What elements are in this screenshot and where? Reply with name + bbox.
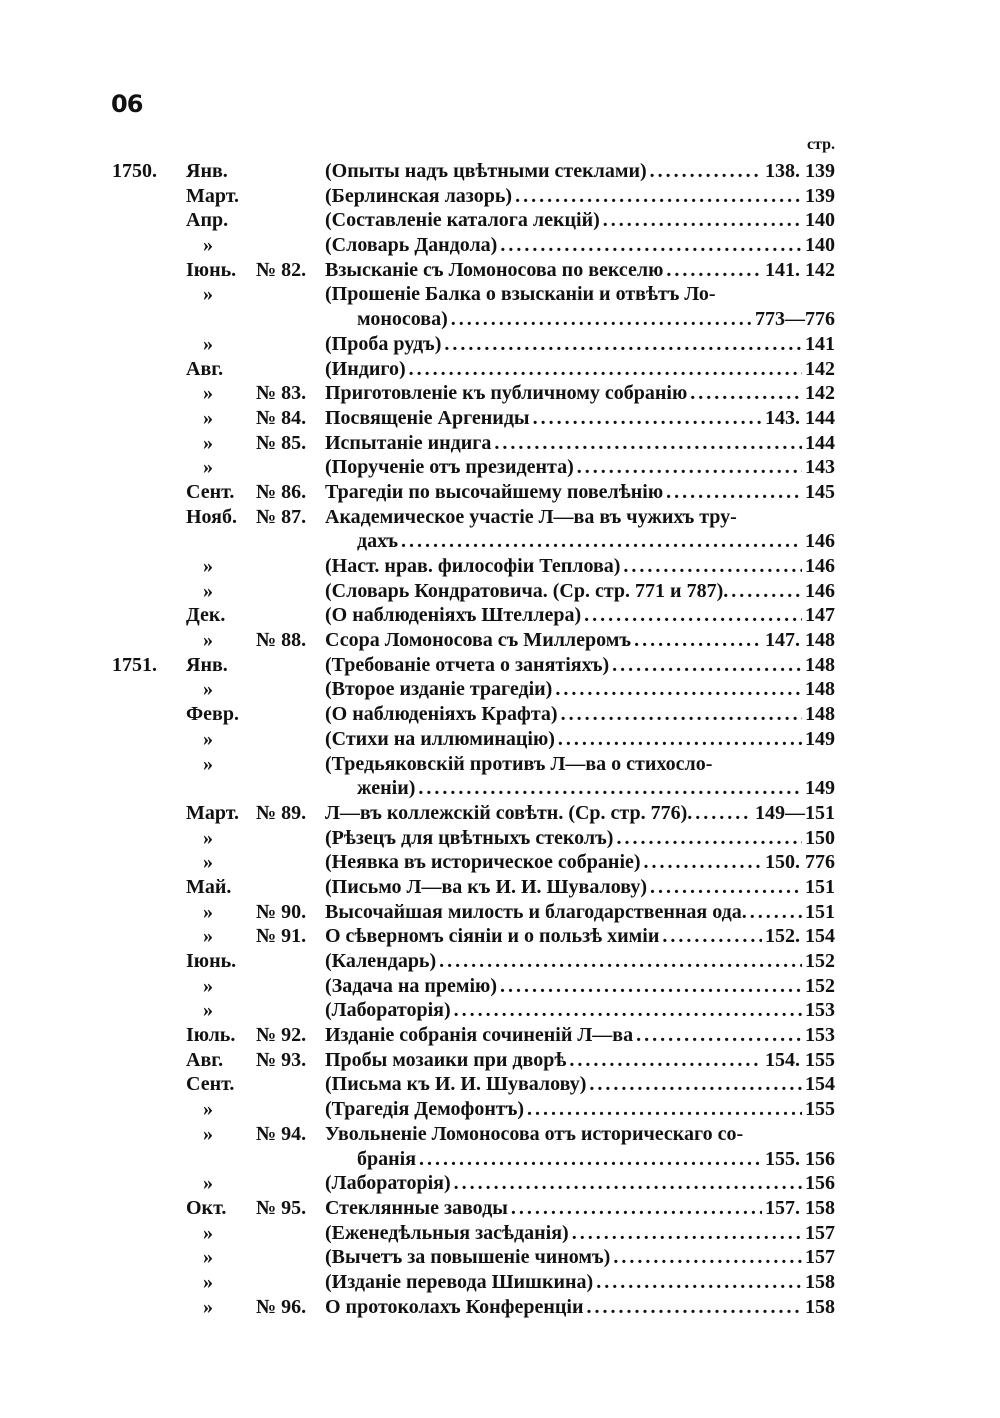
entry-line — [325, 628, 835, 653]
month-cell: Сент. — [186, 480, 235, 503]
entry-line — [325, 406, 835, 431]
entry-title: (Словарь Дандола) — [325, 234, 498, 257]
document-number-cell: № 96. — [256, 1295, 307, 1318]
entry-line — [325, 702, 835, 727]
page-reference: 152 — [805, 950, 835, 972]
dot-leader — [409, 357, 802, 382]
entry-line — [325, 752, 835, 777]
document-number-cell: № 88. — [256, 629, 307, 652]
entry-title: (Тредьяковскій противъ Л—ва о стихосло- — [325, 752, 713, 775]
month-cell: » — [203, 234, 213, 257]
page-reference: 157 — [805, 1246, 835, 1269]
page-reference: 148 — [805, 703, 835, 726]
dot-leader — [623, 554, 802, 579]
page-reference: 140 — [805, 209, 835, 232]
year-cell: 1750. — [112, 160, 157, 182]
dot-leader — [584, 603, 802, 628]
entry-title: (Наст. нрав. философіи Теплова) — [325, 555, 621, 577]
index-row — [0, 924, 1000, 949]
entry-title: (Стихи на иллюминацію) — [325, 727, 555, 750]
entry-line — [325, 159, 835, 184]
month-cell: » — [203, 629, 213, 652]
dot-leader — [644, 850, 762, 875]
month-cell: Авг. — [186, 357, 224, 380]
index-row — [0, 875, 1000, 900]
dot-leader — [634, 628, 762, 653]
entry-title: (О наблюденіяхъ Крафта) — [325, 703, 558, 726]
entry-title: Изданіе собранія сочиненій Л—ва — [325, 1024, 634, 1047]
dot-leader — [662, 924, 762, 949]
month-cell: » — [203, 925, 213, 948]
index-row — [0, 258, 1000, 283]
dot-leader — [666, 480, 802, 505]
entry-title: моносова) — [357, 308, 448, 331]
dot-leader — [418, 776, 802, 801]
index-row — [0, 1072, 1000, 1097]
page-reference: 146 — [805, 555, 835, 577]
entry-line — [357, 776, 835, 801]
month-cell: » — [203, 382, 213, 405]
page-reference: 148 — [805, 678, 835, 701]
entry-title: (Неявка въ историческое собраніе) — [325, 851, 641, 874]
index-row — [0, 282, 1000, 307]
index-row — [0, 727, 1000, 752]
month-cell: » — [203, 1246, 213, 1269]
month-cell: » — [203, 1122, 213, 1145]
dot-leader — [444, 332, 802, 357]
index-row — [0, 1196, 1000, 1221]
index-row — [0, 1245, 1000, 1270]
index-row — [0, 677, 1000, 702]
index-row — [0, 1171, 1000, 1196]
index-row — [0, 603, 1000, 628]
month-cell: Сент. — [186, 1073, 235, 1096]
dot-leader — [527, 1097, 802, 1122]
page-reference: 158 — [805, 1295, 835, 1318]
page-reference: 150 — [805, 826, 835, 849]
month-cell: Март. — [186, 184, 240, 207]
month-cell: » — [203, 431, 213, 454]
index-row — [0, 628, 1000, 653]
month-cell: » — [203, 999, 213, 1022]
entry-title: (Проба рудъ) — [325, 332, 442, 355]
entry-title: (Индиго) — [325, 357, 406, 380]
dot-leader — [587, 1295, 803, 1320]
month-cell: » — [203, 678, 213, 701]
entry-line — [325, 505, 835, 530]
dot-leader — [613, 1245, 802, 1270]
entry-line — [325, 949, 835, 974]
entry-title: (Изданіе перевода Шишкина) — [325, 1270, 594, 1293]
entry-title: Испытаніе индига — [325, 431, 492, 454]
index-row — [0, 752, 1000, 777]
index-row — [0, 776, 1000, 801]
page-reference: 139 — [805, 184, 835, 207]
index-row — [0, 1147, 1000, 1172]
page-reference: 145 — [805, 480, 835, 503]
entry-title: (О наблюденіяхъ Штеллера) — [325, 604, 582, 627]
entry-line — [325, 1221, 835, 1246]
entry-line — [325, 1245, 835, 1270]
entry-line — [325, 208, 835, 233]
page-reference: 149 — [805, 727, 835, 750]
index-row — [0, 406, 1000, 431]
month-cell: Янв. — [186, 653, 228, 676]
entry-title: (Лабораторія) — [325, 999, 451, 1022]
entry-line — [325, 924, 835, 949]
index-table — [0, 159, 1000, 1319]
entry-line — [357, 1147, 835, 1172]
dot-leader — [612, 653, 802, 678]
index-row — [0, 1097, 1000, 1122]
dot-leader — [572, 1221, 802, 1246]
entry-title: Трагедіи по высочайшему повелѣнію — [325, 480, 664, 503]
index-row — [0, 900, 1000, 925]
document-number-cell: № 93. — [256, 1048, 307, 1071]
month-cell: » — [203, 1270, 213, 1293]
entry-title: (Словарь Кондратовича. (Ср. стр. 771 и 787). — [325, 579, 729, 602]
dot-leader — [555, 677, 802, 702]
entry-title: Пробы мозаики при дворѣ — [325, 1048, 567, 1071]
index-row — [0, 653, 1000, 678]
dot-leader — [533, 406, 762, 431]
entry-title: (Рѣзецъ для цвѣтныхъ стеколъ) — [325, 826, 614, 849]
document-number-cell: № 82. — [256, 258, 307, 281]
page-reference: 151 — [805, 875, 835, 898]
dot-leader — [603, 208, 802, 233]
document-number-cell: № 84. — [256, 406, 307, 429]
dot-leader — [731, 579, 802, 604]
page-reference: 149—151 — [755, 801, 835, 824]
month-cell: » — [203, 579, 213, 602]
month-cell: » — [203, 332, 213, 355]
dot-leader — [561, 702, 802, 727]
entry-title: (Второе изданіе трагедіи) — [325, 678, 553, 701]
month-cell: » — [203, 1221, 213, 1244]
month-cell: Дек. — [186, 604, 226, 627]
entry-title: (Прошеніе Балка о взысканіи и отвѣтъ Ло- — [325, 283, 716, 306]
entry-line — [325, 826, 835, 851]
document-number-cell: № 85. — [256, 431, 307, 454]
page-reference: 141 — [805, 332, 835, 355]
entry-line — [325, 900, 835, 925]
entry-title: Л—въ коллежскій совѣтн. (Ср. стр. 776). — [325, 801, 693, 824]
entry-line — [325, 357, 835, 382]
index-row — [0, 184, 1000, 209]
entry-line — [325, 1295, 835, 1320]
dot-leader — [451, 307, 752, 332]
entry-line — [325, 554, 835, 579]
month-cell: Янв. — [186, 160, 228, 182]
entry-line — [325, 332, 835, 357]
dot-leader — [454, 998, 802, 1023]
month-cell: » — [203, 974, 213, 997]
entry-line — [325, 1122, 835, 1147]
index-row — [0, 159, 1000, 184]
entry-line — [325, 1048, 835, 1073]
page-reference: 147. 148 — [765, 629, 835, 652]
index-row — [0, 505, 1000, 530]
page-reference: 143. 144 — [765, 406, 835, 429]
dot-leader — [515, 184, 802, 209]
dot-leader — [650, 875, 802, 900]
dot-leader — [577, 455, 802, 480]
entry-title: (Письма къ И. И. Шувалову) — [325, 1073, 587, 1096]
page-reference: 157. 158 — [765, 1196, 835, 1219]
index-row — [0, 1122, 1000, 1147]
index-row — [0, 381, 1000, 406]
page-reference: 155 — [805, 1098, 835, 1121]
month-cell: Окт. — [186, 1196, 227, 1219]
page-reference: 142 — [805, 382, 835, 405]
dot-leader — [666, 258, 762, 283]
month-cell: Іюнь. — [186, 258, 237, 281]
entry-title: О протоколахъ Конференціи — [325, 1295, 584, 1318]
month-cell: » — [203, 456, 213, 479]
entry-line — [325, 850, 835, 875]
index-row — [0, 1023, 1000, 1048]
month-cell: Май. — [186, 875, 232, 898]
month-cell: » — [203, 1295, 213, 1318]
entry-line — [325, 184, 835, 209]
page-reference: 146 — [805, 530, 835, 553]
index-row — [0, 455, 1000, 480]
index-row — [0, 850, 1000, 875]
entry-line — [325, 381, 835, 406]
month-cell: Нояб. — [186, 505, 237, 528]
entry-line — [357, 307, 835, 332]
document-number-cell: № 87. — [256, 505, 307, 528]
dot-leader — [494, 431, 802, 456]
index-row — [0, 1221, 1000, 1246]
dot-leader — [569, 1048, 762, 1073]
index-row — [0, 233, 1000, 258]
document-number-cell: № 92. — [256, 1024, 307, 1047]
entry-title: (Вычетъ за повышеніе чиномъ) — [325, 1246, 611, 1269]
index-row — [0, 332, 1000, 357]
page-reference: 152 — [805, 974, 835, 997]
month-cell: Авг. — [186, 1048, 224, 1071]
index-row — [0, 1295, 1000, 1320]
entry-title: (Составленіе каталога лекцій) — [325, 209, 600, 232]
entry-title: женіи) — [357, 777, 416, 800]
month-cell: » — [203, 900, 213, 923]
page-reference: 155. 156 — [765, 1147, 835, 1170]
entry-line — [325, 282, 835, 307]
entry-title: (Опыты надъ цвѣтными стеклами) — [325, 160, 647, 182]
document-number-cell: № 94. — [256, 1122, 307, 1145]
dot-leader — [650, 159, 762, 184]
entry-line — [325, 875, 835, 900]
dot-leader — [596, 1270, 802, 1295]
page-reference: 148 — [805, 653, 835, 676]
page-reference: 140 — [805, 234, 835, 257]
month-cell: » — [203, 826, 213, 849]
page-reference: 152. 154 — [765, 925, 835, 948]
index-row — [0, 826, 1000, 851]
index-row — [0, 529, 1000, 554]
year-cell: 1751. — [112, 653, 157, 676]
dot-leader — [419, 1147, 762, 1172]
index-row — [0, 1048, 1000, 1073]
page-reference: 156 — [805, 1172, 835, 1195]
page-reference: 142 — [805, 357, 835, 380]
index-row — [0, 357, 1000, 382]
page-reference: 773—776 — [755, 308, 835, 331]
entry-title: Приготовленіе къ публичному собранію — [325, 382, 688, 405]
entry-line — [325, 233, 835, 258]
month-cell: Февр. — [186, 703, 239, 726]
page-reference: 138. 139 — [765, 160, 835, 182]
entry-line — [357, 529, 835, 554]
dot-leader — [558, 727, 802, 752]
index-row — [0, 1270, 1000, 1295]
month-cell: » — [203, 406, 213, 429]
index-row — [0, 307, 1000, 332]
dot-leader — [636, 1023, 802, 1048]
dot-leader — [616, 826, 802, 851]
entry-line — [325, 1097, 835, 1122]
entry-line — [325, 1171, 835, 1196]
entry-title: Ссора Ломоносова съ Миллеромъ — [325, 629, 632, 652]
page-reference: 150. 776 — [765, 851, 835, 874]
index-row — [0, 801, 1000, 826]
dot-leader — [439, 949, 802, 974]
entry-line — [325, 677, 835, 702]
month-cell: » — [203, 1098, 213, 1121]
entry-line — [325, 801, 835, 826]
index-row — [0, 998, 1000, 1023]
document-number-cell: № 95. — [256, 1196, 307, 1219]
entry-title: Посвященіе Аргениды — [325, 406, 530, 429]
entry-line — [325, 974, 835, 999]
entry-title: (Берлинская лазорь) — [325, 184, 513, 207]
entry-title: (Задача на премію) — [325, 974, 497, 997]
page-reference: 143 — [805, 456, 835, 479]
index-row — [0, 702, 1000, 727]
entry-line — [325, 1023, 835, 1048]
entry-line — [325, 653, 835, 678]
month-cell: » — [203, 727, 213, 750]
index-row — [0, 974, 1000, 999]
entry-line — [325, 1196, 835, 1221]
month-cell: Март. — [186, 801, 240, 824]
entry-title: Стеклянные заводы — [325, 1196, 508, 1219]
dot-leader — [695, 801, 752, 826]
entry-title: Взысканіе съ Ломоносова по векселю — [325, 258, 664, 281]
dot-leader — [750, 900, 802, 925]
dot-leader — [589, 1072, 802, 1097]
dot-leader — [511, 1196, 762, 1221]
index-row — [0, 579, 1000, 604]
entry-title: (Требованіе отчета о занятіяхъ) — [325, 653, 610, 676]
page-reference: 146 — [805, 579, 835, 602]
entry-line — [325, 1270, 835, 1295]
entry-title: Академическое участіе Л—ва въ чужихъ тру- — [325, 505, 737, 528]
entry-line — [325, 603, 835, 628]
entry-title: (Еженедѣльныя засѣданія) — [325, 1221, 569, 1244]
month-cell: Іюль. — [186, 1024, 236, 1047]
entry-title: (Порученіе отъ президента) — [325, 456, 574, 479]
entry-title: дахъ — [357, 530, 399, 553]
index-row — [0, 480, 1000, 505]
entry-title: (Календарь) — [325, 950, 437, 972]
entry-title: (Трагедія Демофонтъ) — [325, 1098, 525, 1121]
dot-leader — [500, 974, 802, 999]
entry-line — [325, 258, 835, 283]
page-reference: 149 — [805, 777, 835, 800]
page-reference: 154. 155 — [765, 1048, 835, 1071]
entry-title: Высочайшая милость и благодарственная ода. — [325, 900, 747, 923]
entry-line — [325, 431, 835, 456]
entry-title: (Лабораторія) — [325, 1172, 451, 1195]
page-reference: 151 — [805, 900, 835, 923]
month-cell: » — [203, 1172, 213, 1195]
page-reference: 153 — [805, 999, 835, 1022]
entry-line — [325, 998, 835, 1023]
dot-leader — [454, 1171, 802, 1196]
page-number: 06 — [111, 90, 143, 118]
entry-title: Увольненіе Ломоносова отъ историческаго со- — [325, 1122, 744, 1145]
page-reference: 154 — [805, 1073, 835, 1096]
month-cell: Апр. — [186, 209, 229, 232]
entry-line — [325, 455, 835, 480]
index-row — [0, 431, 1000, 456]
index-row — [0, 949, 1000, 974]
entry-title: бранія — [357, 1147, 417, 1170]
page-reference: 158 — [805, 1270, 835, 1293]
document-number-cell: № 90. — [256, 900, 307, 923]
page-reference: 147 — [805, 604, 835, 627]
index-row — [0, 208, 1000, 233]
document-number-cell: № 83. — [256, 382, 307, 405]
page-reference: 141. 142 — [765, 258, 835, 281]
page-reference: 144 — [805, 431, 835, 454]
month-cell: Іюнь. — [186, 950, 237, 972]
entry-title: О сѣверномъ сіяніи и о пользѣ химіи — [325, 925, 660, 948]
index-row — [0, 554, 1000, 579]
entry-line — [325, 579, 835, 604]
dot-leader — [500, 233, 802, 258]
dot-leader — [690, 381, 802, 406]
month-cell: » — [203, 283, 213, 306]
page-reference: 157 — [805, 1221, 835, 1244]
document-number-cell: № 89. — [256, 801, 307, 824]
entry-line — [325, 727, 835, 752]
page-column-header: стр. — [806, 136, 835, 153]
entry-title: (Письмо Л—ва къ И. И. Шувалову) — [325, 875, 647, 898]
document-number-cell: № 86. — [256, 480, 307, 503]
dot-leader — [401, 529, 802, 554]
document-number-cell: № 91. — [256, 925, 307, 948]
entry-line — [325, 1072, 835, 1097]
entry-line — [325, 480, 835, 505]
month-cell: » — [203, 555, 213, 577]
page-reference: 153 — [805, 1024, 835, 1047]
month-cell: » — [203, 851, 213, 874]
month-cell: » — [203, 752, 213, 775]
